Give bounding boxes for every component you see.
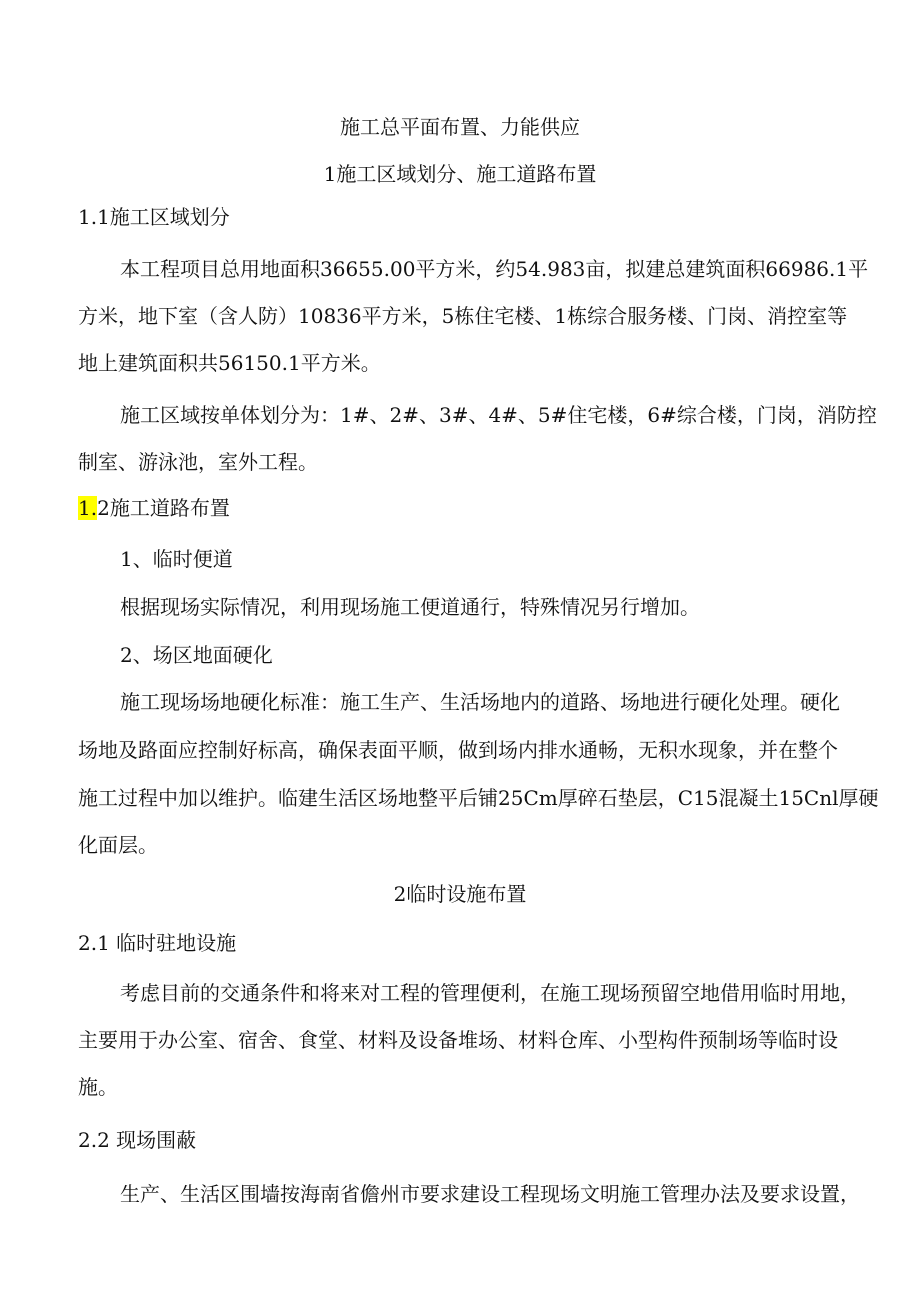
paragraph-line: 方米，地下室（含人防）10836平方米，5栋住宅楼、1栋综合服务楼、门岗、消控室等: [78, 304, 848, 328]
paragraph-line: 场地及路面应控制好标高，确保表面平顺，做到场内排水通畅，无积水现象，并在整个: [78, 738, 838, 762]
section-2-1-heading: 2.1 临时驻地设施: [78, 931, 237, 955]
paragraph-line: 本工程项目总用地面积36655.00平方米，约54.983亩，拟建总建筑面积66986.1平: [120, 257, 869, 281]
paragraph-line: 施。: [78, 1075, 118, 1099]
item-1-text: 根据现场实际情况，利用现场施工便道通行，特殊情况另行增加。: [120, 595, 700, 619]
document-title: 施工总平面布置、力能供应: [340, 115, 580, 139]
item-2-title: 2、场区地面硬化: [120, 643, 273, 667]
paragraph-line: 制室、游泳池，室外工程。: [78, 450, 318, 474]
section-1-title: 1施工区域划分、施工道路布置: [323, 162, 597, 186]
paragraph-line: 施工现场场地硬化标准：施工生产、生活场地内的道路、场地进行硬化处理。硬化: [120, 690, 840, 714]
section-2-2-heading: 2.2 现场围蔽: [78, 1128, 197, 1152]
paragraph-line: 化面层。: [78, 833, 158, 857]
section-1-1-heading: 1.1施工区域划分: [78, 205, 230, 229]
paragraph-line: 考虑目前的交通条件和将来对工程的管理便利，在施工现场预留空地借用临时用地，: [120, 981, 860, 1005]
heading-rest: 2施工道路布置: [97, 496, 230, 520]
paragraph-line: 主要用于办公室、宿舍、食堂、材料及设备堆场、材料仓库、小型构件预制场等临时设: [78, 1028, 838, 1052]
section-1-2-heading: [78, 494, 848, 522]
paragraph-line: 施工过程中加以维护。临建生活区场地整平后铺25Cm厚碎石垫层，C15混凝土15Cnl厚硬: [78, 786, 879, 810]
paragraph-line: 施工区域按单体划分为：1#、2#、3#、4#、5#住宅楼，6#综合楼，门岗，消防控: [120, 403, 877, 427]
item-1-title: 1、临时便道: [120, 547, 233, 571]
section-2-title: 2临时设施布置: [393, 882, 527, 906]
paragraph-line: 生产、生活区围墙按海南省儋州市要求建设工程现场文明施工管理办法及要求设置，: [120, 1182, 860, 1206]
highlighted-text: 1.: [78, 496, 98, 520]
paragraph-line: 地上建筑面积共56150.1平方米。: [78, 351, 381, 375]
